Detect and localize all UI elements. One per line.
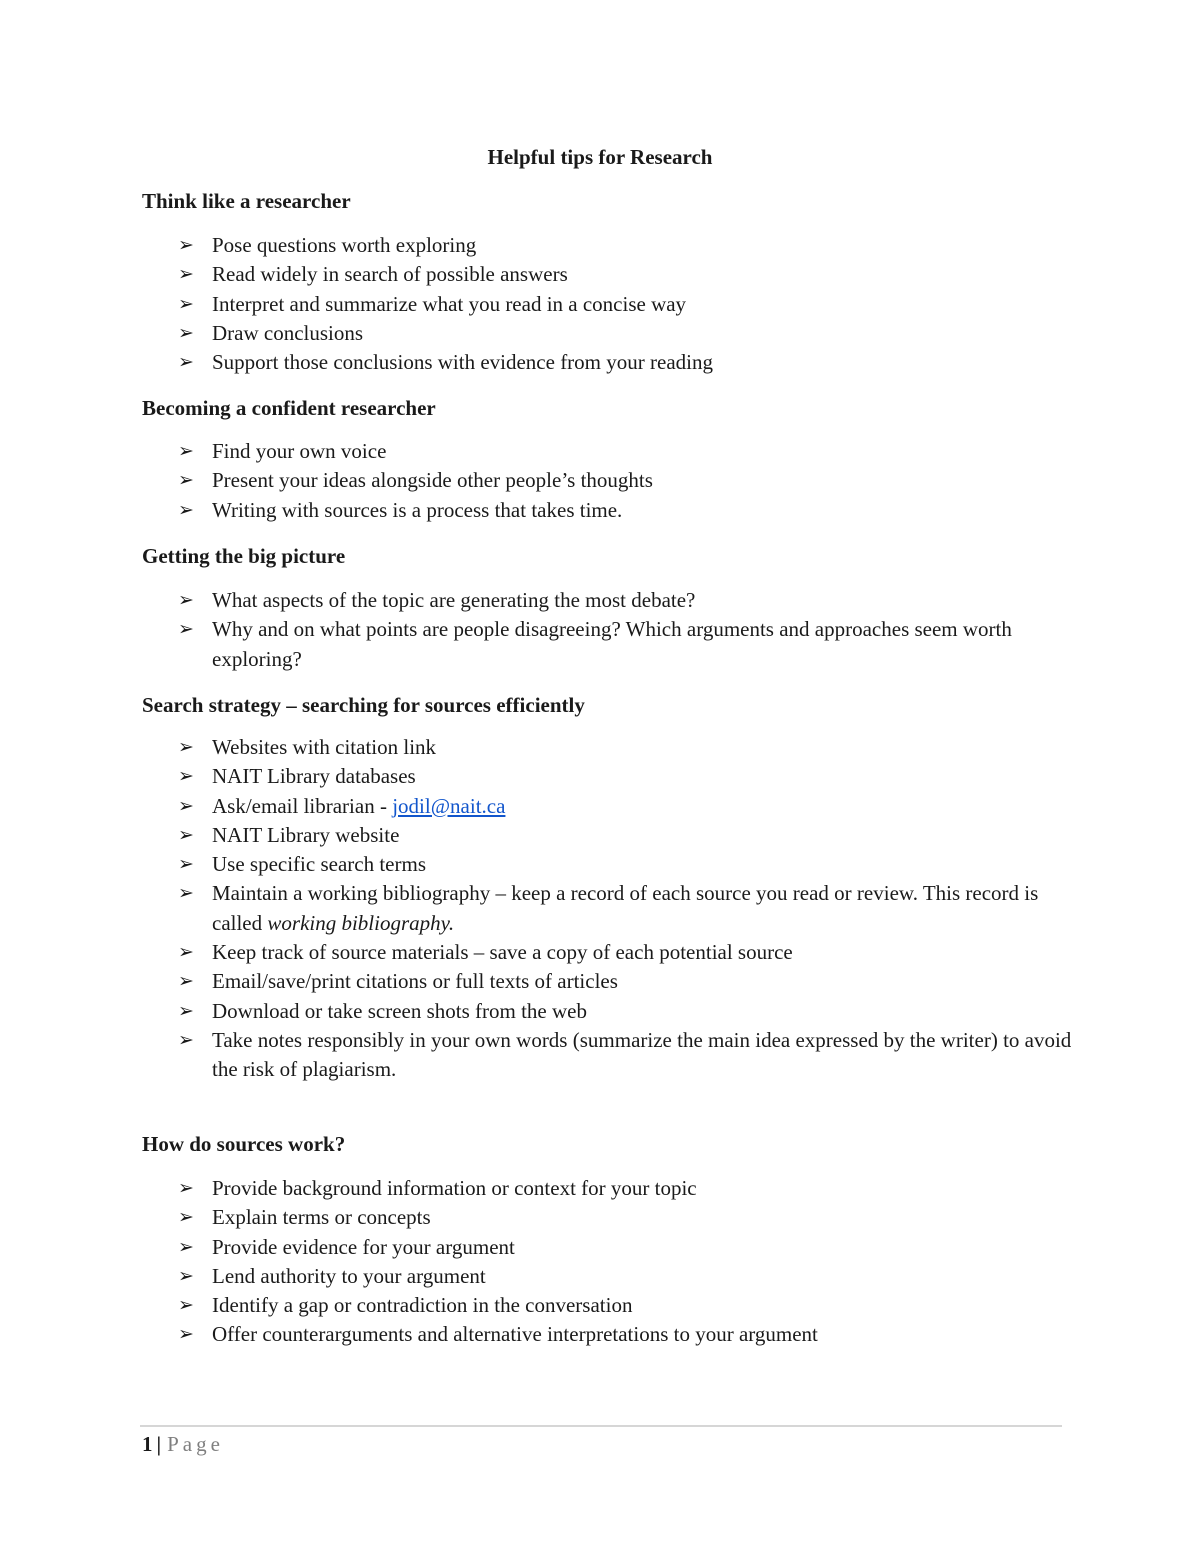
arrowhead-bullet-icon: ➢ bbox=[178, 234, 194, 256]
arrowhead-bullet-icon: ➢ bbox=[178, 1235, 194, 1258]
footer-separator: | bbox=[156, 1432, 162, 1456]
footer-divider bbox=[140, 1425, 1062, 1427]
list-item-text: Identify a gap or contradiction in the conversation bbox=[212, 1293, 633, 1318]
list-item-text: Email/save/print citations or full texts of articles bbox=[212, 969, 618, 994]
list-item-text: Ask/email librarian - bbox=[212, 793, 387, 818]
arrowhead-bullet-icon: ➢ bbox=[178, 823, 194, 846]
list-item bbox=[0, 1203, 1072, 1232]
arrowhead-bullet-icon: ➢ bbox=[178, 1177, 194, 1199]
list-item-text: NAIT Library website bbox=[212, 822, 400, 847]
section-heading-search-strategy: Search strategy – searching for sources efficiently bbox=[142, 693, 585, 717]
list-item-text: Present your ideas alongside other people’s thoughts bbox=[212, 468, 653, 493]
list-item bbox=[0, 1174, 1072, 1203]
list-item bbox=[0, 1291, 1072, 1320]
page-footer bbox=[142, 1430, 224, 1458]
list-item-text: Find your own voice bbox=[212, 439, 387, 463]
arrowhead-bullet-icon: ➢ bbox=[178, 853, 194, 876]
arrowhead-bullet-icon: ➢ bbox=[178, 941, 194, 964]
list-item-text: Download or take screen shots from the web bbox=[212, 998, 587, 1023]
page-number: 1 bbox=[142, 1432, 153, 1456]
section-heading-how-sources-work: How do sources work? bbox=[142, 1132, 346, 1156]
bullet-list-how-sources-work bbox=[0, 1174, 1072, 1350]
list-item bbox=[0, 1262, 1072, 1291]
list-item bbox=[0, 850, 1072, 879]
list-item bbox=[0, 821, 1072, 850]
arrowhead-bullet-icon: ➢ bbox=[178, 1028, 194, 1051]
list-item-text: Support those conclusions with evidence from your reading bbox=[212, 350, 713, 375]
list-item bbox=[0, 733, 1072, 762]
arrowhead-bullet-icon: ➢ bbox=[178, 589, 194, 611]
arrowhead-bullet-icon: ➢ bbox=[178, 351, 194, 374]
list-item-text: Pose questions worth exploring bbox=[212, 233, 477, 257]
arrowhead-bullet-icon: ➢ bbox=[178, 736, 194, 758]
list-item bbox=[0, 615, 1072, 674]
list-item-text: What aspects of the topic are generating the most debate? bbox=[212, 588, 696, 612]
arrowhead-bullet-icon: ➢ bbox=[178, 263, 194, 286]
list-item-text: Offer counterarguments and alternative interpretations to your argument bbox=[212, 1322, 818, 1347]
list-item bbox=[0, 1026, 1072, 1085]
list-item-text: Use specific search terms bbox=[212, 852, 426, 877]
list-item-text: Lend authority to your argument bbox=[212, 1263, 486, 1288]
list-item bbox=[0, 879, 1072, 938]
arrowhead-bullet-icon: ➢ bbox=[178, 794, 194, 817]
list-item bbox=[0, 290, 1072, 319]
arrowhead-bullet-icon: ➢ bbox=[178, 440, 194, 462]
list-item bbox=[0, 260, 1072, 289]
list-item-text: Websites with citation link bbox=[212, 735, 437, 759]
document-title: Helpful tips for Research bbox=[487, 145, 713, 169]
list-item bbox=[0, 1320, 1072, 1349]
list-item-text: Draw conclusions bbox=[212, 320, 364, 345]
arrowhead-bullet-icon: ➢ bbox=[178, 292, 194, 315]
list-item bbox=[0, 319, 1072, 348]
list-item-text: Interpret and summarize what you read in a concise way bbox=[212, 291, 687, 316]
arrowhead-bullet-icon: ➢ bbox=[178, 498, 194, 521]
list-item-text: Take notes responsibly in your own words (summarize the main idea expressed by the writer) to avoid the risk of plagiarism. bbox=[212, 1027, 1072, 1082]
arrowhead-bullet-icon: ➢ bbox=[178, 618, 194, 641]
list-item bbox=[0, 997, 1072, 1026]
bullet-list-search-strategy bbox=[0, 733, 1072, 1085]
arrowhead-bullet-icon: ➢ bbox=[178, 999, 194, 1022]
arrowhead-bullet-icon: ➢ bbox=[178, 469, 194, 492]
arrowhead-bullet-icon: ➢ bbox=[178, 970, 194, 993]
arrowhead-bullet-icon: ➢ bbox=[178, 765, 194, 788]
list-item-text: Read widely in search of possible answers bbox=[212, 262, 568, 287]
list-item-text: Why and on what points are people disagreeing? Which arguments and approaches seem worth exploring? bbox=[212, 617, 1012, 671]
list-item bbox=[0, 938, 1072, 967]
arrowhead-bullet-icon: ➢ bbox=[178, 882, 194, 905]
list-item bbox=[0, 1233, 1072, 1262]
section-heading-think-like-researcher: Think like a researcher bbox=[142, 189, 351, 213]
section-heading-big-picture: Getting the big picture bbox=[142, 544, 346, 568]
list-item bbox=[0, 586, 1072, 615]
list-item bbox=[0, 762, 1072, 791]
list-item-text: Explain terms or concepts bbox=[212, 1205, 431, 1230]
bullet-list-confident-researcher bbox=[0, 437, 1072, 525]
arrowhead-bullet-icon: ➢ bbox=[178, 321, 194, 344]
list-item bbox=[0, 496, 1072, 525]
section-heading-confident-researcher: Becoming a confident researcher bbox=[142, 396, 436, 420]
list-item-text: Keep track of source materials – save a copy of each potential source bbox=[212, 940, 793, 965]
list-item bbox=[0, 466, 1072, 495]
list-item-text: NAIT Library databases bbox=[212, 764, 416, 789]
list-item bbox=[0, 792, 1072, 821]
bullet-list-think-like-researcher bbox=[0, 231, 1072, 377]
list-item-text: Provide background information or context for your topic bbox=[212, 1176, 697, 1200]
list-item bbox=[0, 967, 1072, 996]
list-item bbox=[0, 231, 1072, 260]
list-item-text: Maintain a working bibliography – keep a record of each source you read or review. This record is called bbox=[212, 881, 1039, 935]
arrowhead-bullet-icon: ➢ bbox=[178, 1264, 194, 1287]
bullet-list-big-picture bbox=[0, 586, 1072, 674]
italic-term: working bibliography. bbox=[267, 910, 455, 935]
list-item bbox=[0, 348, 1072, 377]
list-item bbox=[0, 437, 1072, 466]
arrowhead-bullet-icon: ➢ bbox=[178, 1294, 194, 1317]
list-item-text: Writing with sources is a process that takes time. bbox=[212, 497, 623, 522]
arrowhead-bullet-icon: ➢ bbox=[178, 1323, 194, 1346]
list-item-text: Provide evidence for your argument bbox=[212, 1234, 515, 1259]
librarian-email-link[interactable]: jodil@nait.ca bbox=[392, 793, 506, 818]
arrowhead-bullet-icon: ➢ bbox=[178, 1206, 194, 1229]
page-label: Page bbox=[167, 1432, 224, 1456]
